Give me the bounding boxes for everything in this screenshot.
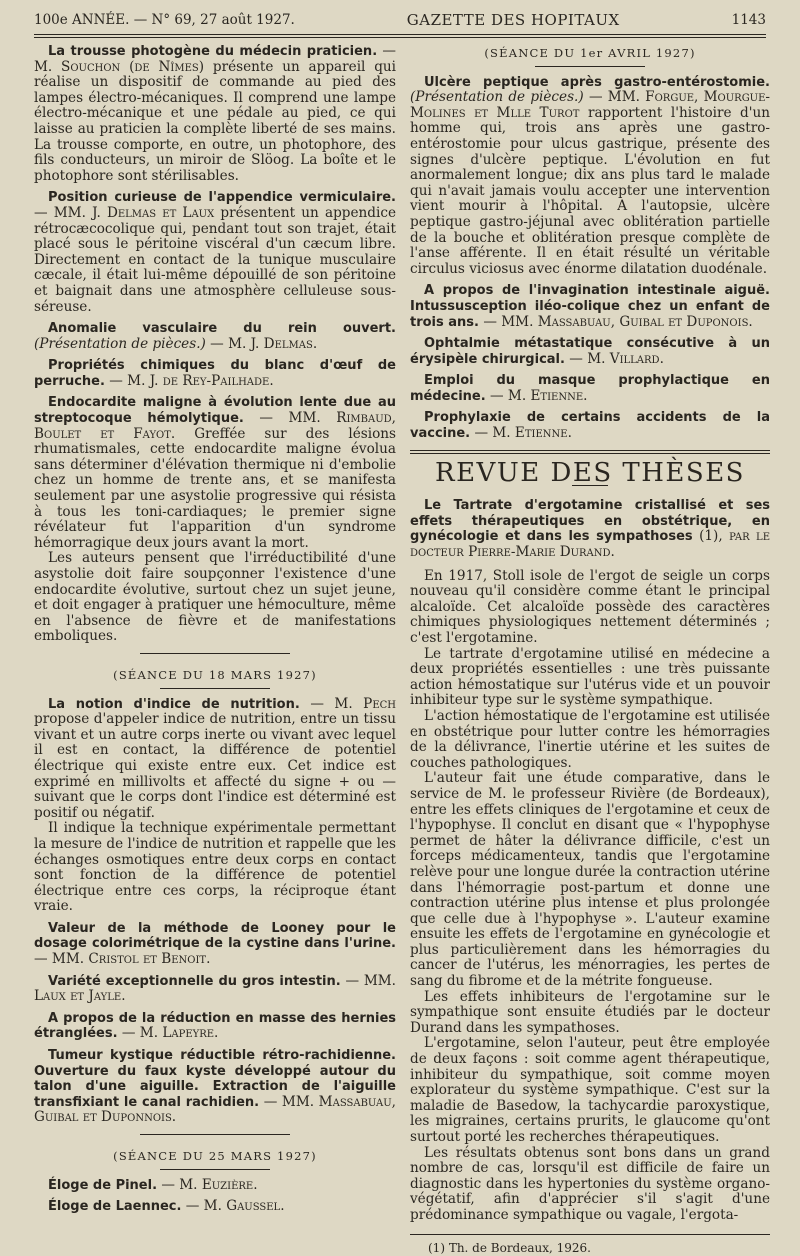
article-entry xyxy=(34,395,396,645)
entry-title: Emploi du masque prophylactique en médecine. xyxy=(410,373,770,404)
entry-authors: — M. Etienne. xyxy=(490,387,588,404)
entry-authors: — MM. Cristol et Benoit. xyxy=(34,951,211,968)
entry-note: (Présentation de pièces.) xyxy=(34,335,206,352)
entry-title: Éloge de Pinel. xyxy=(48,1177,158,1193)
entry-title: Ulcère peptique après gastro-entérostomie. xyxy=(424,74,770,90)
entry-title: Propriétés chimiques du blanc d'œuf de perruche. xyxy=(34,358,396,389)
section-rule xyxy=(160,1169,270,1170)
thesis-paragraph: Les résultats obtenus sont bons dans un grand nombre de cas, lorsqu'il est difficile de faire un diagnostic dans les hypertonies du système organo-végétatif, afin d'apprécier s'il s'agit d'une prédominance sympathique ou vagale, l'ergota- xyxy=(410,1144,770,1223)
thesis-body xyxy=(410,569,770,1224)
entry-title: Variété exceptionnelle du gros intestin. xyxy=(48,973,341,989)
entry-body: rapportent l'histoire d'un homme qui, trois ans après une gastro-entérostomie pour ulcus gastrique, présente des signes d'ulcère peptique. L'évolution en fut anormalement longue; dix ans plus tard le malade qui n'avait jamais voulu accepter une intervention vient mourir à l'hôpital. A l'autopsie, ulcère peptique gastro-jéjunal avec oblitération partielle de la bouche et oblitération presque complète de l'anse afférente. Il en était résulté un véritable circulus viciosus avec énorme dilatation duodénale. xyxy=(410,104,770,277)
article-entry xyxy=(34,44,396,184)
thesis-paragraph: L'auteur fait une étude comparative, dans le service de M. le professeur Rivière (de Bordeaux), entre les effets cliniques de l'ergotamine et ceux de l'hypophyse. Il conclut en disant que « l'hypophyse permet de hâter la délivrance difficile, c'est un forceps médicamenteux, tandis que l'ergotamine relève pour une longue durée la contraction utérine dans l'hémorragie post-partum et donne une contraction utérine plus intense et plus prolongée que celle due à l'hypophyse ». L'auteur examine ensuite les effets de l'ergotamine en gynécologie et plus particulièrement dans les hémorragies du cancer de l'utérus, les ménorragies, les pertes de sang du fibrome et de la métrite fongueuse. xyxy=(410,770,770,990)
article-entry xyxy=(34,358,396,389)
article-entry xyxy=(410,336,770,367)
entry-authors: — MM. Massabuau, Guibal et Duponois. xyxy=(483,313,753,330)
entry-authors: — M. Pech xyxy=(310,695,396,712)
entry-body-continued: Les auteurs pensent que l'irréductibilité d'une asystolie doit faire soupçonner l'existence d'une endocardite évolutive, surtout chez un sujet jeune, et doit engager à pratiquer une hémoculture, même en l'absence de fièvre et de manifestations emboliques. xyxy=(34,550,396,645)
section-title: REVUE DES THÈSES xyxy=(435,457,745,488)
section-rule xyxy=(160,688,270,689)
header-rule xyxy=(34,34,766,38)
running-header xyxy=(34,8,766,32)
entry-authors: — MM. Massabuau, Guibal et Duponnois. xyxy=(34,1093,397,1126)
article-entry xyxy=(34,921,396,968)
thesis-paragraph: Le tartrate d'ergotamine utilisé en médecine a deux propriétés essentielles : une très puissante action hémostatique sur l'utérus vide et un pouvoir inhibiteur type sur le système sympathique. xyxy=(410,645,770,709)
session-heading: (SÉANCE DU 1er AVRIL 1927) xyxy=(484,46,696,60)
entry-title: Valeur de la méthode de Looney pour le dosage colorimétrique de la cystine dans l'urine. xyxy=(34,920,396,952)
entry-title: Position curieuse de l'appendice vermiculaire. xyxy=(48,190,396,206)
entry-title: Prophylaxie de certains accidents de la vaccine. xyxy=(410,410,770,442)
thesis-heading xyxy=(410,498,770,560)
entry-title: La trousse photogène du médecin praticien. xyxy=(48,44,378,59)
entry-title: A propos de l'invagination intestinale aiguë. Intussusception iléo-colique chez un enfant de trois ans. xyxy=(410,283,770,330)
article-entry xyxy=(410,283,770,330)
entry-authors: — M. J. Delmas. xyxy=(210,335,318,352)
header-page-number: 1143 xyxy=(731,12,766,28)
entry-authors: — M. Lapeyre. xyxy=(121,1025,219,1042)
entry-authors: — MM. Forgue, Mourgue-Molines et Mlle Turot xyxy=(410,89,771,121)
thesis-reference: (1), par le docteur Pierre-Marie Durand. xyxy=(410,528,770,561)
thesis-paragraph: Les effets inhibiteurs de l'ergotamine sur le sympathique sont ensuite étudiés par le docteur Durand dans les sympathoses. xyxy=(410,988,770,1036)
article-entry xyxy=(34,321,396,352)
article-entry xyxy=(410,75,770,278)
entry-title: Anomalie vasculaire du rein ouvert. xyxy=(48,321,396,337)
session-heading: (SÉANCE DU 18 MARS 1927) xyxy=(113,667,317,682)
entry-authors: — M. Etienne. xyxy=(474,425,572,442)
section-rule xyxy=(535,66,645,67)
entry-authors: — M. Villard. xyxy=(569,350,664,367)
entry-body: propose d'appeler indice de nutrition, entre un tissu vivant et un autre corps inerte ou vivant avec lequel il est en contact, la différence de potentiel électrique qui existe entre eux. Cet indice est exprimé en millivolts et affecté du signe + ou — suivant que le corps dont l'indice est déterminé est positif ou négatif. xyxy=(34,711,396,821)
header-journal-title: GAZETTE DES HOPITAUX xyxy=(406,11,620,29)
entry-authors: — M. Euzière. xyxy=(161,1176,258,1193)
article-entry xyxy=(34,1011,396,1042)
entry-authors: — M. Souchon (de Nîmes) xyxy=(34,43,396,75)
entry-title: La notion d'indice de nutrition. xyxy=(48,696,300,712)
entry-note: (Présentation de pièces.) xyxy=(410,89,584,106)
entry-title: A propos de la réduction en masse des hernies étranglées. xyxy=(34,1010,396,1042)
thesis-paragraph: L'ergotamine, selon l'auteur, peut être employée de deux façons : soit comme agent thérapeutique, inhibiteur du sympathique, soit comme moyen explorateur du système sympathique. C'est sur la maladie de Basedow, la tachycardie paroxystique, les migraines, certains prurits, le glaucome qu'ont surtout porté les recherches thérapeutiques. xyxy=(410,1035,770,1145)
entry-authors: — MM. Rimbaud, Boulet et Fayot. xyxy=(34,410,396,442)
thesis-title: Le Tartrate d'ergotamine cristallisé et ses effets thérapeutiques en obstétrique, en gynécologie et dans les sympathoses xyxy=(410,498,770,545)
article-entry xyxy=(410,410,770,441)
entry-body-continued: Il indique la technique expérimentale permettant la mesure de l'indice de nutrition et rappelle que les échanges osmotiques entre deux corps en contact sont fonction de la différence de potentiel électrique entre ces corps, la réciproque étant vraie. xyxy=(34,820,396,915)
footnote: (1) Th. de Bordeaux, 1926. xyxy=(428,1240,591,1255)
article-entry xyxy=(34,190,396,315)
article-entry xyxy=(34,1048,396,1126)
article-entry xyxy=(34,1178,396,1194)
entry-authors: — MM. J. Delmas et Laux xyxy=(34,204,215,221)
entry-title: Ophtalmie métastatique consécutive à un érysipèle chirurgical. xyxy=(410,336,770,367)
entry-title: Éloge de Laennec. xyxy=(48,1199,182,1215)
entry-title: Tumeur kystique réductible rétro-rachidienne. Ouverture du faux kyste développé autour du talon d'une aiguille. Extraction de l'aiguille transfixiant le canal rachidien. xyxy=(34,1048,396,1110)
thesis-paragraph: L'action hémostatique de l'ergotamine est utilisée en obstétrique pour lutter contre les hémorragies de la délivrance, l'inertie utérine et les suites de couches pathologiques. xyxy=(410,707,770,771)
thesis-paragraph: En 1917, Stoll isole de l'ergot de seigle un corps nouveau qu'il considère comme étant le principal alcaloïde. Cet alcaloïde possède des caractères chimiques physiologiques nettement déterminés ; c'est l'ergotamine. xyxy=(410,567,770,646)
footnote-rule xyxy=(410,1234,770,1235)
entry-body: Greffée sur des lésions rhumatismales, cette endocardite maligne évolua sans déterminer d'élévation thermique ni d'embolie chez un homme de trente ans, et se manifesta seulement par une asystolie progressive qui résista à tous les toni-cardiaques; le premier signe révélateur fut l'apparition d'un syndrome hémorragique deux jours avant la mort. xyxy=(34,425,397,551)
entry-body: présentent un appendice rétrocæcocolique qui, pendant tout son trajet, était placé sous le péritoine viscéral d'un cæcum libre. Directement en contact de la tunique musculaire cæcale, il était lui-même dépouillé de son péritoine et baignait dans une atmosphère celluleuse sous-séreuse. xyxy=(34,204,396,315)
left-column xyxy=(34,43,397,1215)
entry-authors: — M. Gaussel. xyxy=(185,1198,285,1215)
entry-body: présente un appareil qui réalise un dispositif de commande au pied des lampes électro-mécaniques. Il comprend une lampe électro-mécanique et une pédale au pied, ce qui laisse au praticien la complète liberté de ses mains. La trousse comporte, en outre, un photophore, des fils conducteurs, un miroir de Slöog. La boîte et le photophore sont stérilisables. xyxy=(34,58,396,184)
section-rule xyxy=(140,1134,290,1135)
header-issue: 100e ANNÉE. — N° 69, 27 août 1927. xyxy=(34,12,295,28)
article-entry xyxy=(34,1199,396,1215)
entry-authors: — M. J. de Rey-Pailhade. xyxy=(109,372,274,389)
article-entry xyxy=(34,697,396,915)
right-column xyxy=(410,44,771,1255)
article-entry xyxy=(34,974,396,1005)
section-rule xyxy=(410,450,770,454)
entry-title: Endocardite maligne à évolution lente due au streptocoque hémolytique. xyxy=(34,395,396,427)
session-heading: (SÉANCE DU 25 MARS 1927) xyxy=(113,1149,317,1163)
section-rule xyxy=(140,653,290,654)
article-entry xyxy=(410,373,770,404)
entry-authors: — MM. Laux et Jayle. xyxy=(34,972,397,1005)
